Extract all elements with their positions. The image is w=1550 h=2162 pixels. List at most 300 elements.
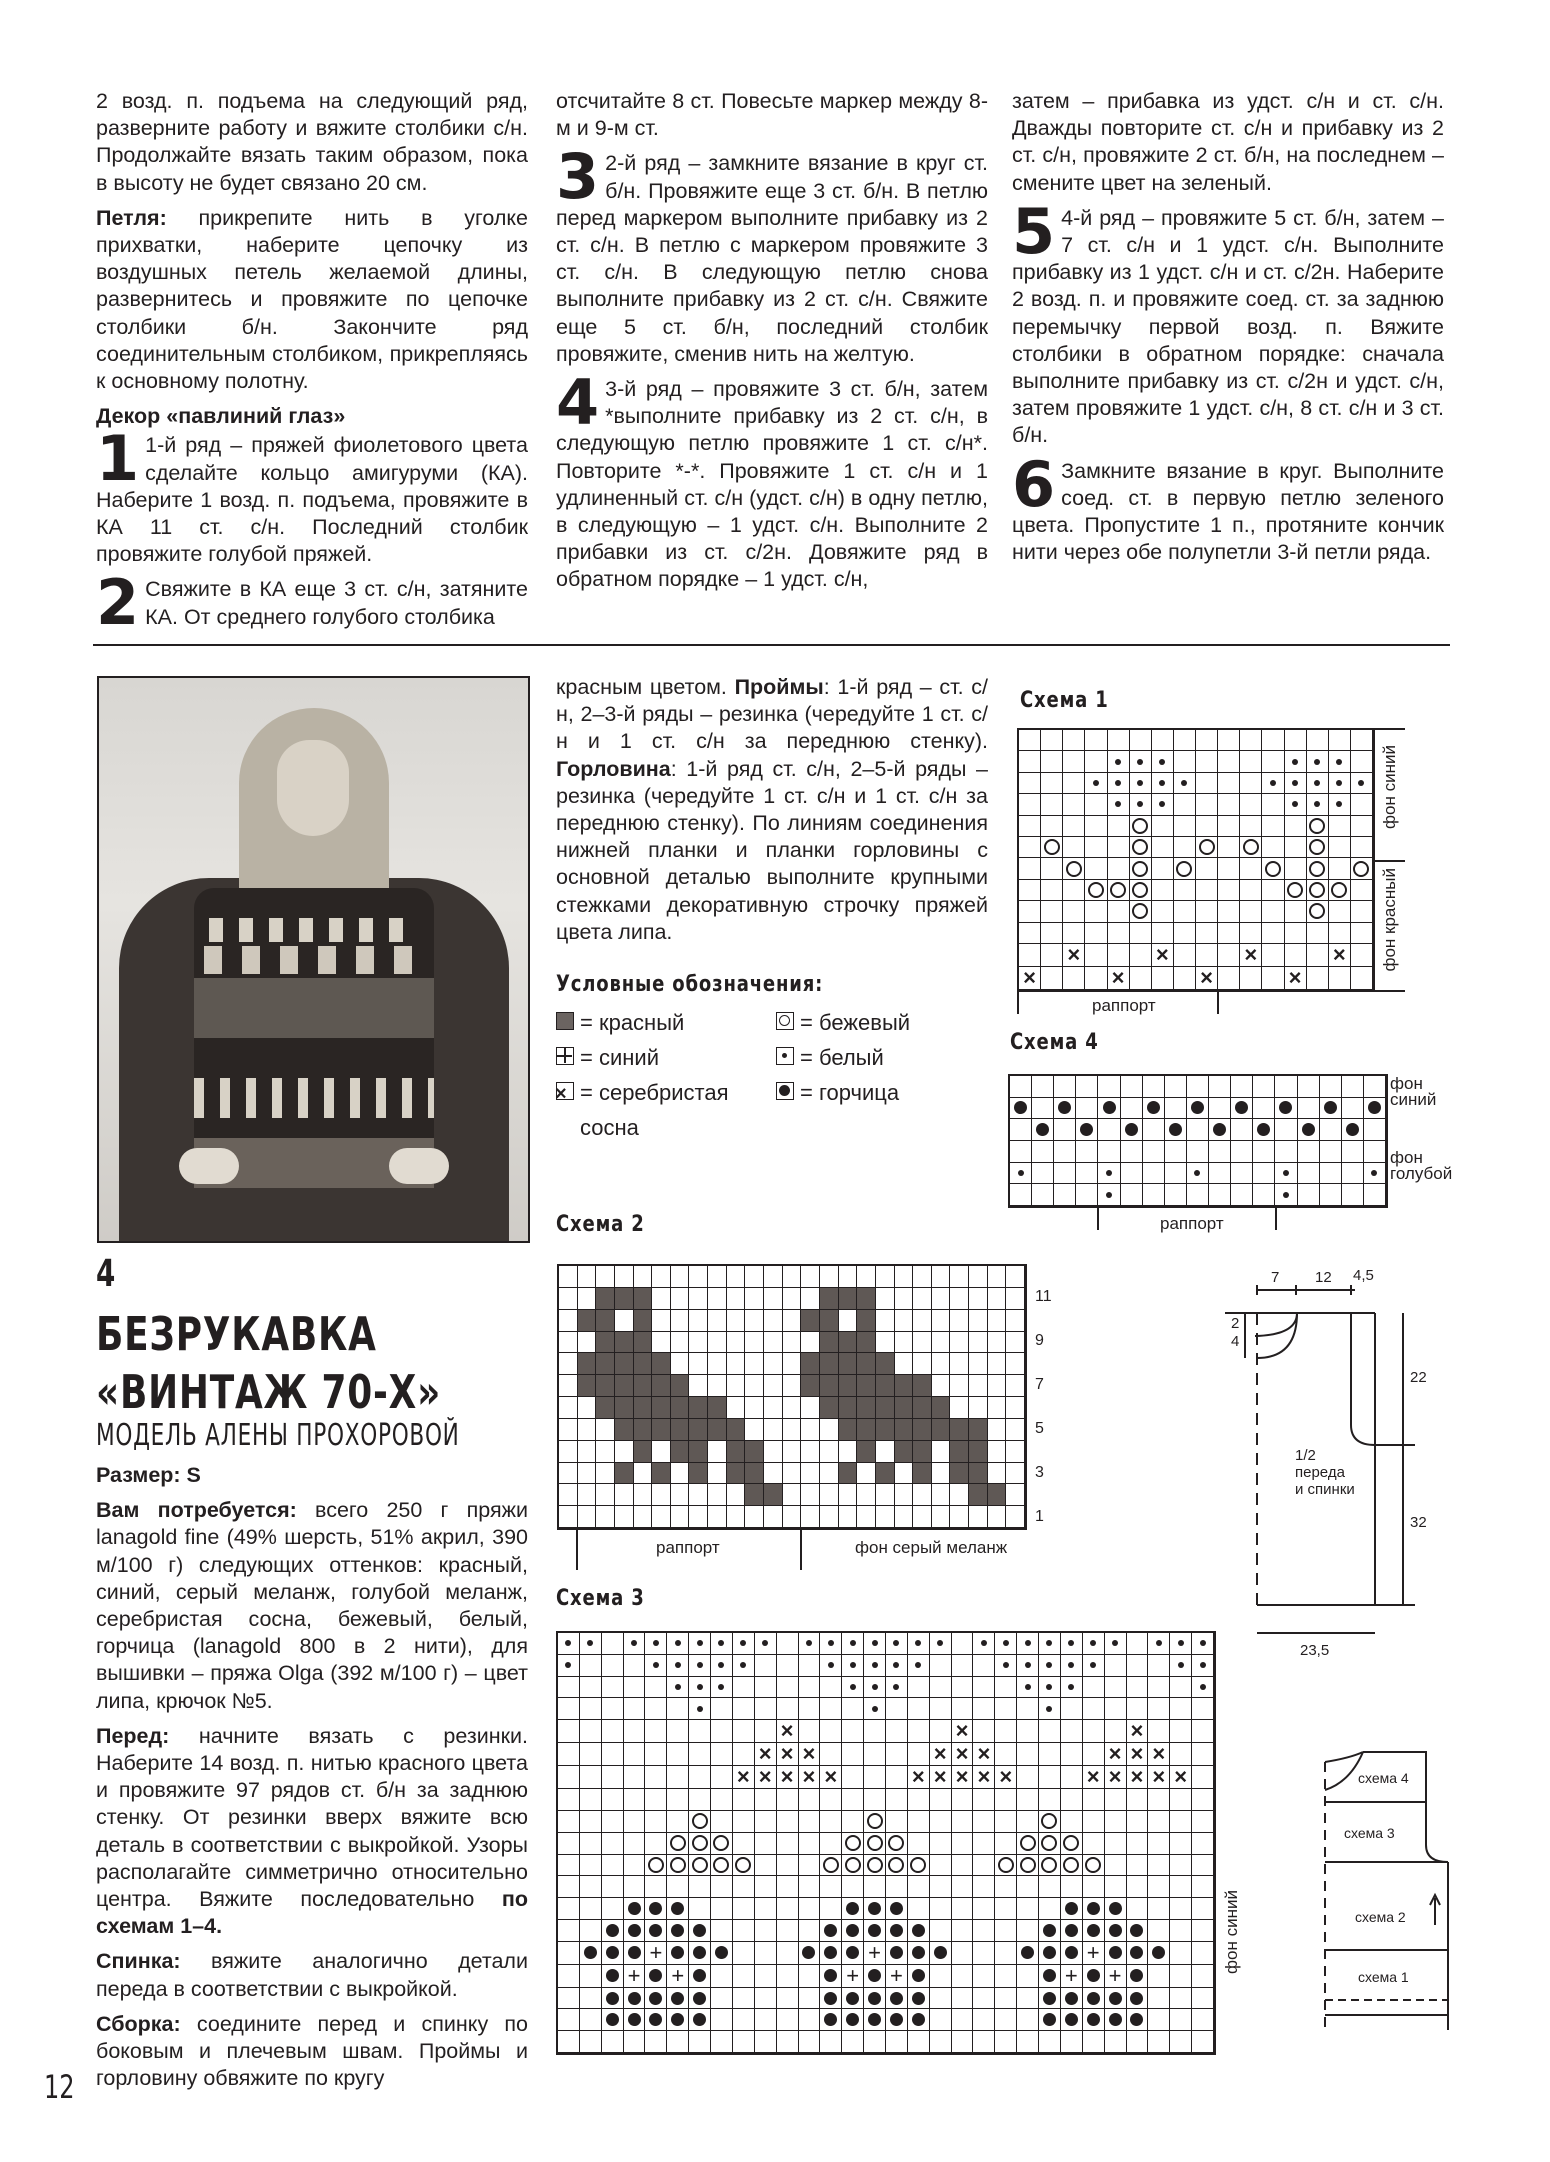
- grid-cell: [1192, 1766, 1214, 1789]
- grid-cell: [820, 1988, 842, 2010]
- grid-cell: [1054, 1098, 1076, 1120]
- grid-cell: [876, 1375, 895, 1397]
- grid-cell: [727, 1353, 746, 1375]
- grid-cell: [708, 1375, 727, 1397]
- grid-cell: [1006, 1463, 1025, 1485]
- grid-cell: [876, 1266, 895, 1288]
- grid-cell: [645, 1811, 667, 1833]
- grid-cell: [689, 1310, 708, 1332]
- grid-cell: [580, 1698, 602, 1720]
- grid-cell: [578, 1310, 597, 1332]
- grid-cell: [708, 1419, 727, 1441]
- grid-cell: [671, 1332, 690, 1354]
- grid-cell: [1083, 1965, 1105, 1988]
- grid-cell: [727, 1266, 746, 1288]
- grid-cell: [1017, 1633, 1039, 1655]
- legend-heading: Условные обозначения:: [556, 972, 824, 997]
- grid-cell: [645, 1655, 667, 1677]
- grid-cell: [952, 1965, 974, 1988]
- model-photo: [97, 676, 530, 1243]
- grid-cell: [908, 2009, 930, 2031]
- grid-cell: [559, 1484, 578, 1506]
- grid-cell: [580, 1677, 602, 1699]
- grid-cell: [1262, 901, 1284, 922]
- grid-cell: [1041, 967, 1063, 990]
- grid-cell: [842, 1876, 864, 1898]
- grid-cell: [711, 1698, 733, 1720]
- grid-cell: [1320, 1119, 1342, 1141]
- grid-cell: [988, 1353, 1007, 1375]
- grid-cell: [799, 1811, 821, 1833]
- grid-cell: [711, 1789, 733, 1811]
- grid-cell: [857, 1441, 876, 1463]
- grid-cell: [839, 1375, 858, 1397]
- grid-cell: [1105, 1655, 1127, 1677]
- grid-cell: [1329, 773, 1351, 794]
- legend-item-mustard: = горчица: [776, 1075, 996, 1145]
- grid-cell: [1209, 1141, 1231, 1163]
- row-number: 3: [1035, 1464, 1044, 1481]
- grid-cell: [1032, 1098, 1054, 1120]
- grid-cell: [801, 1419, 820, 1441]
- grid-cell: [634, 1310, 653, 1332]
- grid-cell: [580, 1789, 602, 1811]
- grid-cell: [1209, 1076, 1231, 1098]
- grid-cell: [624, 1698, 646, 1720]
- grid-cell: [1083, 2031, 1105, 2053]
- grid-cell: [969, 1375, 988, 1397]
- grid-cell: [783, 1397, 802, 1419]
- grid-cell: [1152, 816, 1174, 837]
- grid-cell: [755, 1720, 777, 1743]
- grid-cell: [1105, 1743, 1127, 1766]
- grid-cell: [895, 1506, 914, 1528]
- grid-cell: [969, 1397, 988, 1419]
- grid-cell: [1130, 837, 1152, 858]
- project-number: 4: [96, 1252, 116, 1295]
- grid-cell: [1170, 1789, 1192, 1811]
- grid-cell: [596, 1419, 615, 1441]
- grid-cell: [578, 1288, 597, 1310]
- grid-cell: [671, 1266, 690, 1288]
- grid-cell: [615, 1266, 634, 1288]
- grid-cell: [1061, 1789, 1083, 1811]
- grid-cell: [667, 1720, 689, 1743]
- grid-cell: [1196, 901, 1218, 922]
- grid-cell: [864, 1920, 886, 1942]
- grid-cell: [1127, 1855, 1149, 1877]
- grid-cell: [667, 1789, 689, 1811]
- grid-cell: [1364, 1098, 1386, 1120]
- grid-cell: [733, 1942, 755, 1965]
- grid-cell: [1127, 1633, 1149, 1655]
- grid-cell: [711, 1920, 733, 1942]
- grid-cell: [777, 1789, 799, 1811]
- grid-cell: [801, 1397, 820, 1419]
- grid-cell: [1196, 967, 1218, 990]
- materials: Вам потребуется: всего 250 г пряжи lanagold fine (49% шерсть, 51% акрил, 390 м/100 г) следующих оттенков: красный, синий, серый меланж, голубой меланж, серебристая сосна, бежевый, белый, горчица (lanagold 800 в 2 нити), для вышивки – пряжа Olga (392 м/100 г) – цвет липа, крючок №5.: [96, 1498, 528, 1713]
- grid-cell: [689, 1720, 711, 1743]
- grid-cell: [886, 2031, 908, 2053]
- grid-cell: [689, 1332, 708, 1354]
- grid-cell: [708, 1310, 727, 1332]
- grid-cell: [645, 1720, 667, 1743]
- grid-cell: [839, 1419, 858, 1441]
- grid-cell: [1041, 794, 1063, 815]
- grid-cell: [667, 1677, 689, 1699]
- grid-cell: [1085, 794, 1107, 815]
- grid-cell: [1165, 1076, 1187, 1098]
- grid-cell: [615, 1419, 634, 1441]
- grid-cell: [764, 1332, 783, 1354]
- grid-cell: [1121, 1163, 1143, 1185]
- grid-cell: [886, 1855, 908, 1877]
- photo-face: [277, 740, 349, 836]
- grid-cell: [634, 1506, 653, 1528]
- grid-cell: [973, 1766, 995, 1789]
- grid-cell: [615, 1397, 634, 1419]
- grid-cell: [950, 1310, 969, 1332]
- grid-cell: [645, 1633, 667, 1655]
- grid-cell: [1307, 858, 1329, 879]
- grid-cell: [864, 1833, 886, 1855]
- grid-cell: [596, 1506, 615, 1528]
- grid-cell: [1218, 901, 1240, 922]
- grid-cell: [711, 2009, 733, 2031]
- grid-cell: [733, 1855, 755, 1877]
- grid-cell: [930, 1855, 952, 1877]
- grid-cell: [1187, 1119, 1209, 1141]
- grid-cell: [876, 1332, 895, 1354]
- grid-cell: [1063, 901, 1085, 922]
- grid-cell: [908, 1876, 930, 1898]
- grid-cell: [708, 1353, 727, 1375]
- grid-cell: [1152, 923, 1174, 944]
- grid-cell: [777, 1965, 799, 1988]
- grid-cell: [634, 1375, 653, 1397]
- grid-cell: [783, 1419, 802, 1441]
- grid-cell: [733, 1898, 755, 1920]
- grid-cell: [1085, 730, 1107, 751]
- grid-cell: [615, 1506, 634, 1528]
- grid-cell: [913, 1506, 932, 1528]
- grid-cell: [1364, 1141, 1386, 1163]
- scheme-4-bg-top: фон синий: [1390, 1074, 1437, 1109]
- grid-cell: [645, 1743, 667, 1766]
- grid-cell: [1231, 1163, 1253, 1185]
- zone-scheme-4: схема 4: [1358, 1770, 1409, 1786]
- grid-cell: [1364, 1184, 1386, 1206]
- grid-cell: [578, 1463, 597, 1485]
- grid-cell: [952, 1876, 974, 1898]
- grid-cell: [1083, 1876, 1105, 1898]
- grid-cell: [1121, 1184, 1143, 1206]
- grid-cell: [1152, 773, 1174, 794]
- grid-cell: [634, 1463, 653, 1485]
- grid-cell: [1017, 1655, 1039, 1677]
- grid-cell: [602, 1677, 624, 1699]
- grid-cell: [1061, 1855, 1083, 1877]
- grid-cell: [652, 1375, 671, 1397]
- grid-cell: [839, 1484, 858, 1506]
- grid-cell: [973, 1988, 995, 2010]
- grid-cell: [1019, 773, 1041, 794]
- grid-cell: [1165, 1141, 1187, 1163]
- grid-cell: [733, 2009, 755, 2031]
- grid-cell: [1006, 1419, 1025, 1441]
- grid-cell: [952, 1920, 974, 1942]
- grid-cell: [908, 1766, 930, 1789]
- grid-cell: [995, 1876, 1017, 1898]
- grid-cell: [842, 1720, 864, 1743]
- grid-cell: [580, 1898, 602, 1920]
- grid-cell: [969, 1332, 988, 1354]
- grid-cell: [1342, 1184, 1364, 1206]
- repeat-marker: [1017, 992, 1019, 1014]
- grid-cell: [1192, 1876, 1214, 1898]
- grid-cell: [1364, 1163, 1386, 1185]
- grid-cell: [634, 1419, 653, 1441]
- grid-cell: [783, 1310, 802, 1332]
- grid-cell: [1105, 1789, 1127, 1811]
- grid-cell: [1083, 1655, 1105, 1677]
- divider: [1375, 860, 1405, 862]
- grid-cell: [857, 1484, 876, 1506]
- grid-cell: [1105, 1898, 1127, 1920]
- grid-cell: [645, 1988, 667, 2010]
- grid-cell: [1196, 816, 1218, 837]
- grid-cell: [842, 1789, 864, 1811]
- grid-cell: [1152, 901, 1174, 922]
- grid-cell: [1041, 816, 1063, 837]
- grid-cell: [1320, 1141, 1342, 1163]
- photo-hands: [179, 1148, 449, 1188]
- grid-cell: [1063, 794, 1085, 815]
- grid-cell: [886, 1811, 908, 1833]
- grid-cell: [1170, 1698, 1192, 1720]
- grid-cell: [783, 1441, 802, 1463]
- grid-cell: [1148, 1876, 1170, 1898]
- grid-cell: [908, 1920, 930, 1942]
- cross-square-icon: ×: [556, 1082, 574, 1100]
- grid-cell: [1218, 794, 1240, 815]
- grid-cell: [645, 1789, 667, 1811]
- grid-cell: [1063, 751, 1085, 772]
- grid-cell: [1127, 1811, 1149, 1833]
- grid-cell: [1017, 1988, 1039, 2010]
- grid-cell: [1170, 2031, 1192, 2053]
- grid-cell: [634, 1484, 653, 1506]
- grid-cell: [764, 1266, 783, 1288]
- grid-cell: [1218, 751, 1240, 772]
- grid-cell: [602, 1898, 624, 1920]
- grid-cell: [1218, 923, 1240, 944]
- grid-cell: [895, 1441, 914, 1463]
- grid-cell: [932, 1310, 951, 1332]
- grid-cell: [1017, 1942, 1039, 1965]
- grid-cell: [1329, 901, 1351, 922]
- grid-cell: [864, 1855, 886, 1877]
- grid-cell: [1085, 967, 1107, 990]
- grid-cell: [1187, 1163, 1209, 1185]
- grid-cell: [777, 2031, 799, 2053]
- grid-cell: [1083, 1720, 1105, 1743]
- grid-cell: [777, 2009, 799, 2031]
- grid-cell: [1127, 1655, 1149, 1677]
- grid-cell: [1329, 751, 1351, 772]
- grid-cell: [820, 1698, 842, 1720]
- grid-cell: [1170, 1855, 1192, 1877]
- grid-cell: [952, 1743, 974, 1766]
- grid-cell: [932, 1484, 951, 1506]
- grid-cell: [777, 1833, 799, 1855]
- grid-cell: [930, 1833, 952, 1855]
- grid-cell: [1275, 1184, 1297, 1206]
- divider: [1375, 990, 1405, 992]
- grid-cell: [1285, 880, 1307, 901]
- grid-cell: [1039, 1720, 1061, 1743]
- grid-cell: [1285, 794, 1307, 815]
- grid-cell: [755, 1876, 777, 1898]
- grid-cell: [652, 1506, 671, 1528]
- grid-cell: [839, 1441, 858, 1463]
- grid-cell: [1063, 944, 1085, 967]
- grid-cell: [930, 1766, 952, 1789]
- grid-cell: [864, 1811, 886, 1833]
- grid-cell: [908, 1698, 930, 1720]
- grid-cell: [764, 1310, 783, 1332]
- grid-cell: [755, 1698, 777, 1720]
- grid-cell: [745, 1310, 764, 1332]
- grid-cell: [1083, 1633, 1105, 1655]
- grid-cell: [1285, 944, 1307, 967]
- scheme-1-bg-top: фон синий: [1380, 745, 1399, 829]
- grid-cell: [727, 1419, 746, 1441]
- grid-cell: [820, 1920, 842, 1942]
- grid-cell: [602, 1766, 624, 1789]
- grid-cell: [1192, 1743, 1214, 1766]
- grid-cell: [1041, 901, 1063, 922]
- grid-cell: [777, 1855, 799, 1877]
- grid-cell: [689, 1942, 711, 1965]
- grid-cell: [711, 1677, 733, 1699]
- grid-cell: [1006, 1310, 1025, 1332]
- grid-cell: [1351, 794, 1373, 815]
- grid-cell: [820, 1463, 839, 1485]
- grid-cell: [1017, 1766, 1039, 1789]
- grid-cell: [1152, 880, 1174, 901]
- grid-cell: [1108, 730, 1130, 751]
- grid-cell: [711, 1855, 733, 1877]
- grid-cell: [558, 1743, 580, 1766]
- grid-cell: [820, 1375, 839, 1397]
- grid-cell: [799, 1855, 821, 1877]
- row-number: 11: [1035, 1288, 1052, 1305]
- grid-cell: [1196, 923, 1218, 944]
- grid-cell: [799, 2031, 821, 2053]
- grid-cell: [1019, 730, 1041, 751]
- grid-cell: [580, 1833, 602, 1855]
- grid-cell: [1192, 1698, 1214, 1720]
- grid-cell: [667, 1855, 689, 1877]
- grid-cell: [1192, 1811, 1214, 1833]
- grid-cell: [667, 1811, 689, 1833]
- grid-cell: [1187, 1141, 1209, 1163]
- grid-cell: [1083, 1811, 1105, 1833]
- grid-cell: [1187, 1076, 1209, 1098]
- grid-cell: [777, 1811, 799, 1833]
- grid-cell: [973, 1811, 995, 1833]
- grid-cell: [615, 1463, 634, 1485]
- grid-cell: [864, 1789, 886, 1811]
- grid-cell: [864, 1720, 886, 1743]
- grid-cell: [799, 1988, 821, 2010]
- grid-cell: [1127, 1677, 1149, 1699]
- grid-cell: [969, 1288, 988, 1310]
- grid-cell: [624, 1811, 646, 1833]
- grid-cell: [1143, 1141, 1165, 1163]
- grid-cell: [667, 1898, 689, 1920]
- grid-cell: [1006, 1332, 1025, 1354]
- grid-cell: [733, 1789, 755, 1811]
- grid-cell: [973, 1833, 995, 1855]
- grid-cell: [1165, 1098, 1187, 1120]
- grid-cell: [1063, 858, 1085, 879]
- grid-cell: [1209, 1098, 1231, 1120]
- grid-cell: [930, 1920, 952, 1942]
- grid-cell: [1170, 1677, 1192, 1699]
- grid-cell: [1041, 880, 1063, 901]
- grid-cell: [820, 1855, 842, 1877]
- step-4: 4 3-й ряд – провяжите 3 ст. б/н, затем *выполните прибавку из 2 ст. с/н, в следующую петлю провяжите 1 ст. с/н*. Повторите *-*. Провяжите 1 ст. с/н и 1 удлиненный ст. с/н (удст. с/н) в одну петлю, в следующую – 1 удст. с/н. Выполните 2 прибавки из ст. с/2н. Довяжите ряд в обратном порядке – 1 удст. с/н,: [556, 366, 988, 592]
- grid-cell: [1148, 1855, 1170, 1877]
- grid-cell: [1307, 901, 1329, 922]
- grid-cell: [783, 1463, 802, 1485]
- grid-cell: [1148, 1766, 1170, 1789]
- column-1-bottom: [96, 1462, 528, 2100]
- grid-cell: [745, 1353, 764, 1375]
- grid-cell: [952, 2009, 974, 2031]
- grid-cell: [1039, 1876, 1061, 1898]
- grid-cell: [1019, 858, 1041, 879]
- grid-cell: [764, 1484, 783, 1506]
- grid-cell: [995, 1855, 1017, 1877]
- grid-cell: [857, 1266, 876, 1288]
- svg-text:и спинки: и спинки: [1295, 1481, 1355, 1498]
- grid-cell: [667, 1833, 689, 1855]
- grid-cell: [1285, 858, 1307, 879]
- grid-cell: [1253, 1163, 1275, 1185]
- grid-cell: [1127, 1789, 1149, 1811]
- grid-cell: [913, 1310, 932, 1332]
- grid-cell: [1130, 901, 1152, 922]
- grid-cell: [1019, 751, 1041, 772]
- row-number: 9: [1035, 1332, 1044, 1349]
- grid-cell: [886, 1876, 908, 1898]
- grid-cell: [733, 1766, 755, 1789]
- grid-cell: [1152, 967, 1174, 990]
- grid-cell: [988, 1375, 1007, 1397]
- grid-cell: [839, 1310, 858, 1332]
- grid-cell: [913, 1441, 932, 1463]
- grid-cell: [580, 1633, 602, 1655]
- grid-cell: [1098, 1163, 1120, 1185]
- grid-cell: [689, 1855, 711, 1877]
- repeat-marker: [576, 1530, 578, 1570]
- grid-cell: [801, 1506, 820, 1528]
- grid-cell: [864, 1965, 886, 1988]
- grid-cell: [596, 1353, 615, 1375]
